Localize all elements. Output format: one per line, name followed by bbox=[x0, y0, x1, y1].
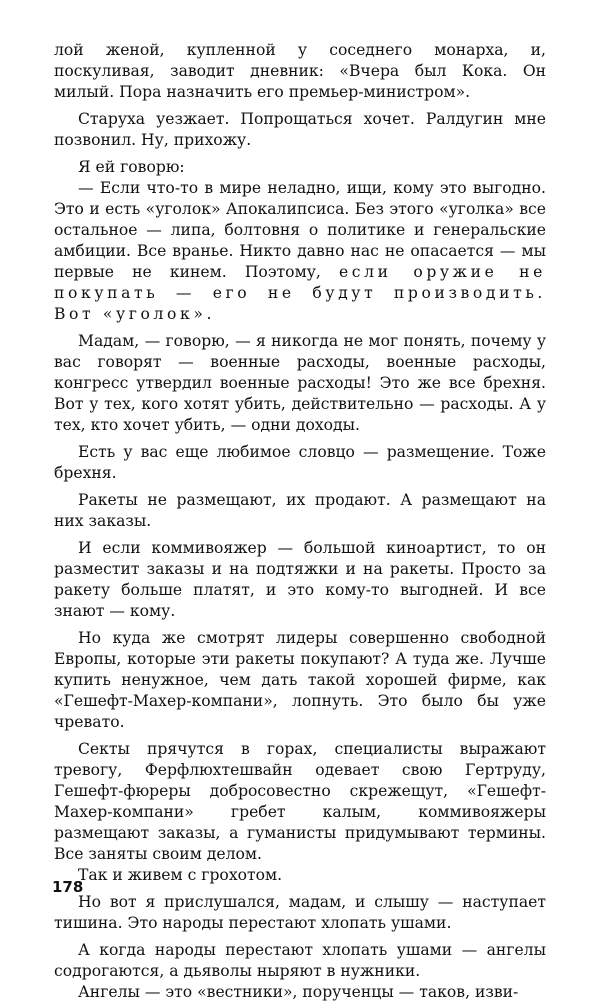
paragraph-2: Старуха уезжает. Попрощаться хочет. Ралдугин мне позвонил. Ну, прихожу. bbox=[54, 110, 546, 149]
paragraph-13: А когда народы перестают хлопать ушами — ангелы содрогаются, а дьяволы ныряют в нужники. bbox=[54, 941, 546, 980]
paragraph-5: Мадам, — говорю, — я никогда не мог понять, почему у вас говорят — военные расходы, военные расходы, конгресс утвердил военные расходы! Это же все брехня. Вот у тех, кого хотят убить, действительно — расходы. А у тех, кто хочет убить, — одни доходы. bbox=[54, 332, 546, 434]
paragraph-14: Ангелы — это «вестники», порученцы — таков, изви- bbox=[78, 983, 519, 1001]
paragraph-7: Ракеты не размещают, их продают. А размещают на них заказы. bbox=[54, 491, 546, 530]
page-body bbox=[54, 40, 546, 1003]
paragraph-1: лой женой, купленной у соседнего монарха, и, поскуливая, заводит дневник: «Вчера был Кока. Он милый. Пора назначить его премьер-министром». bbox=[54, 41, 546, 101]
paragraph-12: Но вот я прислушался, мадам, и слышу — наступает тишина. Это народы перестают хлопать ушами. bbox=[54, 893, 546, 932]
spaced-emphasis: если оружие не покупать — его не будут производить. Вот «уголок». bbox=[54, 263, 546, 323]
paragraph-4 bbox=[54, 178, 546, 325]
page-number: 178 bbox=[52, 878, 84, 896]
paragraph-10: Секты прячутся в горах, специалисты выражают тревогу, Ферфлюхтешвайн одевает свою Гертруду, Гешефт-фюреры добросовестно скрежещут, «Гешефт-Махер-компани» гребет калым, коммивояжеры размещают заказы, а гуманисты придумывают термины. Все заняты своим делом. bbox=[54, 740, 546, 863]
paragraph-3: Я ей говорю: bbox=[78, 158, 185, 176]
paragraph-6: Есть у вас еще любимое словцо — размещение. Тоже брехня. bbox=[54, 443, 546, 482]
paragraph-8: И если коммивояжер — большой киноартист, то он разместит заказы и на подтяжки и на ракеты. Просто за ракету больше платят, и это кому-то выгодней. И все знают — кому. bbox=[54, 539, 546, 620]
paragraph-4-text: — Если что-то в мире неладно, ищи, кому это выгодно. Это и есть «уголок» Апокалипсиса. Без этого «уголка» все остальное — липа, болтовня о политике и генеральские амбиции. Все вранье. Никто давно нас не опасается — мы первые не кинем. Поэтому, bbox=[54, 179, 546, 281]
paragraph-9: Но куда же смотрят лидеры совершенно свободной Европы, которые эти ракеты покупают? А туда же. Лучше купить ненужное, чем дать такой хорошей фирме, как «Гешефт-Махер-компани», лопнуть. Это было бы уже чревато. bbox=[54, 629, 546, 731]
paragraph-11: Так и живем с грохотом. bbox=[78, 866, 283, 884]
